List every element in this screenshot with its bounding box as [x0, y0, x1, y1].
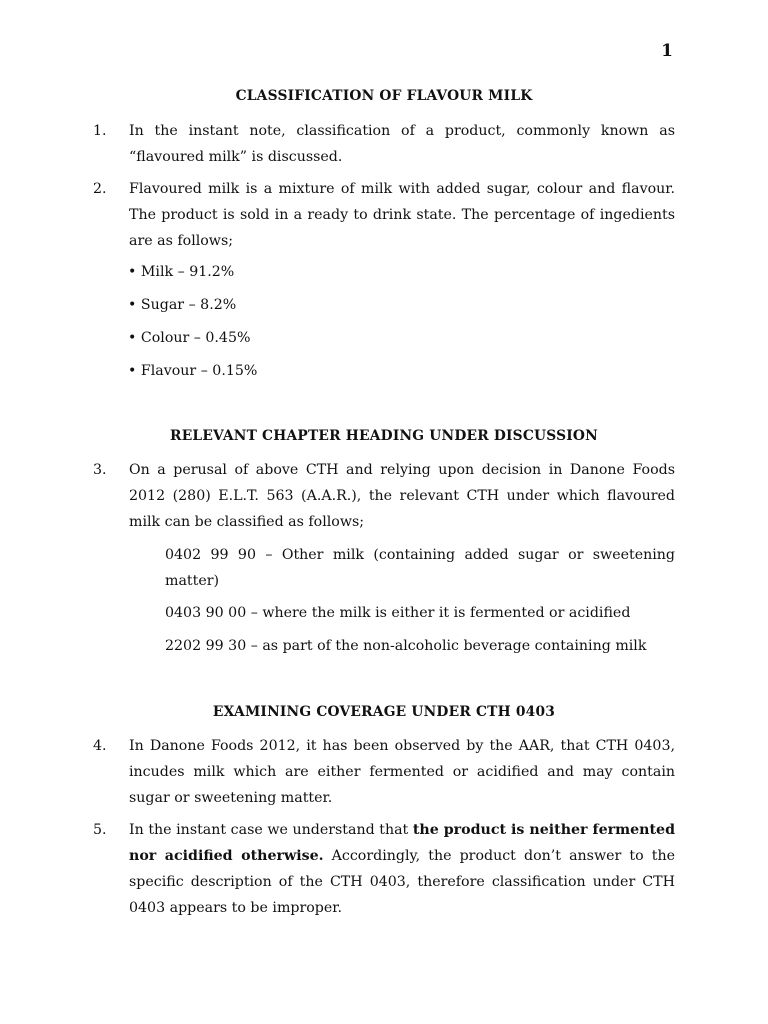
paragraph-text: In Danone Foods 2012, it has been observed by the AAR, that CTH 0403, incudes milk which are either fermented or acidified and may contain sugar or sweetening matter.: [129, 738, 675, 806]
paragraph-number: 4.: [93, 738, 107, 754]
cth-item: 2202 99 30 – as part of the non-alcoholic beverage containing milk: [165, 638, 647, 654]
paragraph-3: [93, 457, 675, 535]
cth-item: 0403 90 00 – where the milk is either it is fermented or acidified: [165, 605, 631, 621]
ingredient-item: • Sugar – 8.2%: [128, 297, 237, 313]
ingredient-item: • Milk – 91.2%: [128, 264, 235, 280]
paragraph-text: In the instant note, classification of a product, commonly known as “flavoured milk” is discussed.: [129, 123, 675, 165]
heading-examining-coverage: EXAMINING COVERAGE UNDER CTH 0403: [212, 704, 556, 720]
paragraph-text: [129, 817, 675, 921]
paragraph-text-end: Accordingly, the product don’t answer to the specific description of the CTH 0403, therefore classification under CTH 0403 appears to be improper.: [129, 848, 675, 916]
paragraph-number: 2.: [93, 181, 107, 197]
paragraph-4: [93, 733, 675, 811]
paragraph-text: Flavoured milk is a mixture of milk with added sugar, colour and flavour. The product is sold in a ready to drink state. The percentage of ingedients are as follows;: [129, 181, 675, 249]
paragraph-5: [93, 817, 675, 921]
paragraph-text-start: In the instant case we understand that: [129, 822, 413, 838]
paragraph-number: 5.: [93, 822, 107, 838]
heading-classification: CLASSIFICATION OF FLAVOUR MILK: [235, 88, 533, 104]
paragraph-number: 1.: [93, 123, 107, 139]
page-number: 1: [661, 41, 673, 61]
cth-item: 0402 99 90 – Other milk (containing added sugar or sweetening matter): [165, 547, 675, 589]
ingredient-item: • Colour – 0.45%: [128, 330, 251, 346]
paragraph-text-bold: the product is neither fermented nor acidified otherwise.: [129, 822, 675, 864]
paragraph-number: 3.: [93, 462, 107, 478]
heading-relevant-chapter: RELEVANT CHAPTER HEADING UNDER DISCUSSION: [170, 428, 598, 444]
ingredient-item: • Flavour – 0.15%: [128, 363, 258, 379]
paragraph-1: [93, 118, 675, 170]
paragraph-text: On a perusal of above CTH and relying upon decision in Danone Foods 2012 (280) E.L.T. 563 (A.A.R.), the relevant CTH under which flavoured milk can be classified as follows;: [129, 462, 675, 530]
paragraph-2: [93, 176, 675, 254]
